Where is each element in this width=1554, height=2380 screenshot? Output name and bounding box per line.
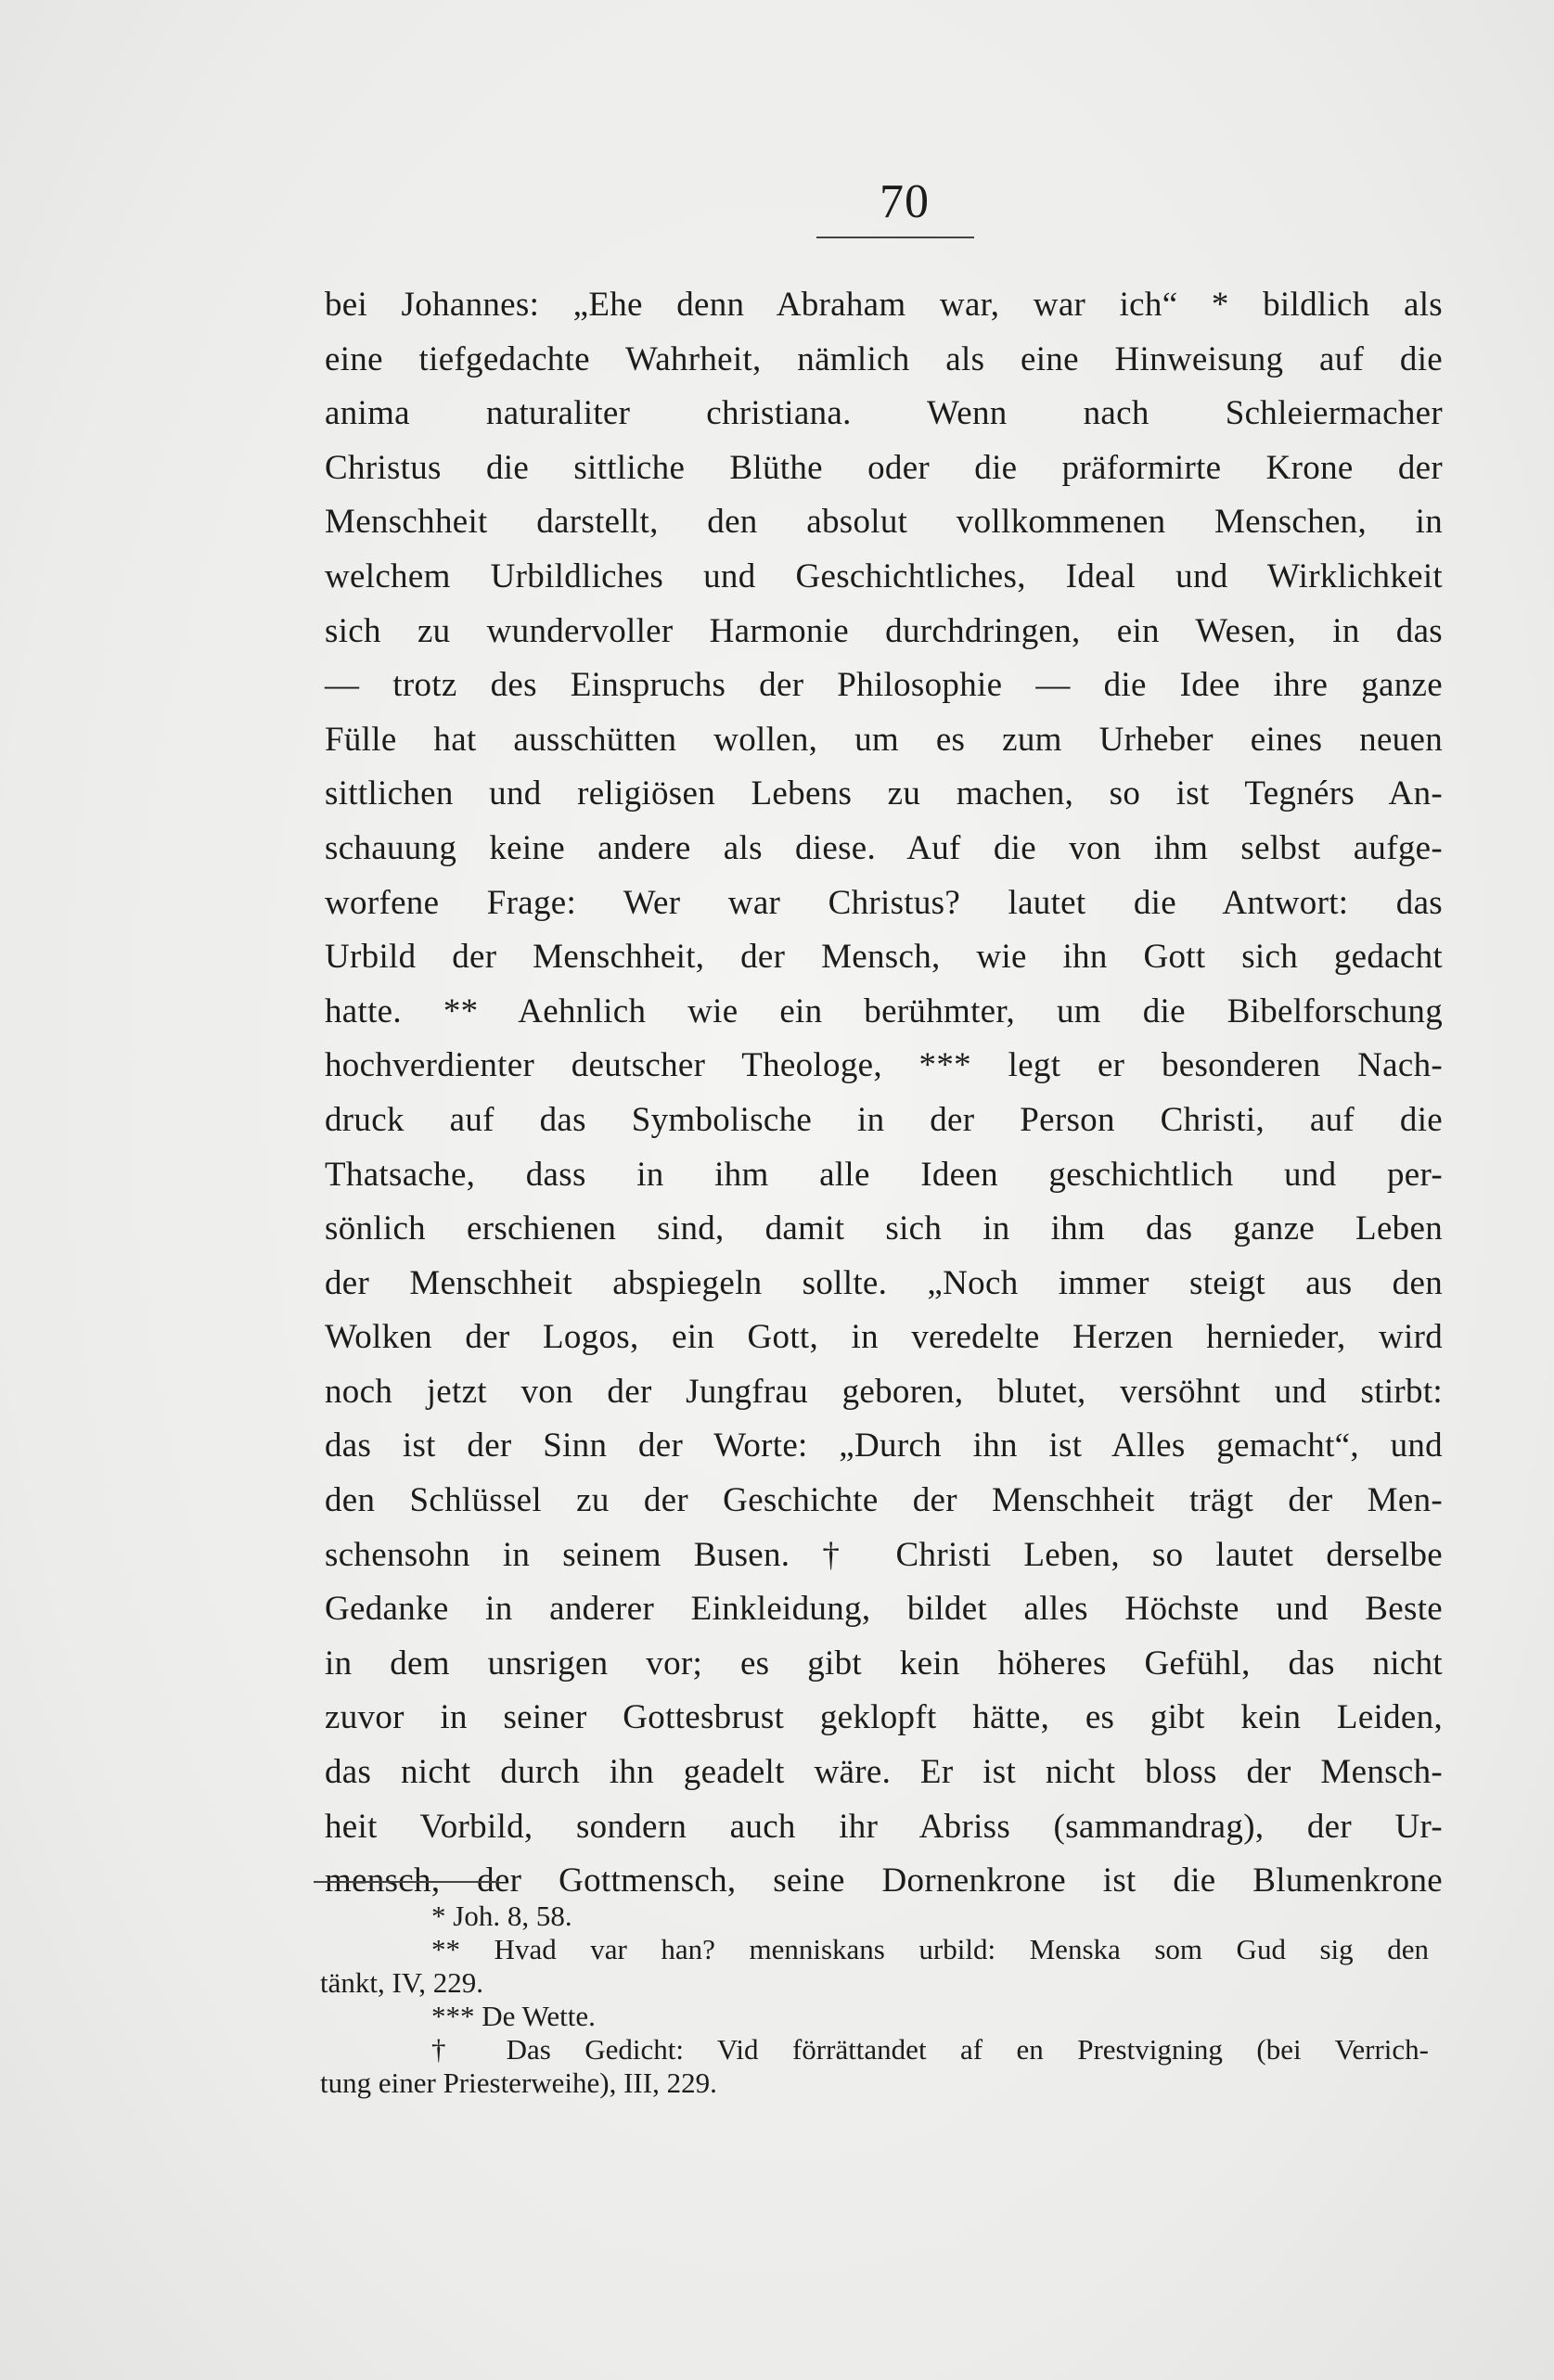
text-line: der Menschheit abspiegeln sollte. „Noch immer steigt aus den <box>325 1263 1443 1302</box>
text-line: das nicht durch ihn geadelt wäre. Er ist nicht bloss der Mensch- <box>325 1753 1443 1792</box>
footnote-1: * Joh. 8, 58. <box>431 1900 572 1932</box>
page-number: 70 <box>880 175 930 228</box>
text-line: in dem unsrigen vor; es gibt kein höheres Gefühl, das nicht <box>325 1644 1443 1683</box>
text-line: Urbild der Menschheit, der Mensch, wie ihn Gott sich gedacht <box>325 938 1443 977</box>
text-line: welchem Urbildliches und Geschichtliches, Ideal und Wirklichkeit <box>325 557 1443 595</box>
header-rule <box>816 237 974 238</box>
footnote-2: ** Hvad var han? menniskans urbild: Menska som Gud sig den <box>431 1933 1429 1965</box>
text-line: sönlich erschienen sind, damit sich in ihm das ganze Leben <box>325 1209 1443 1248</box>
text-line: — trotz des Einspruchs der Philosophie — die Idee ihre ganze <box>325 666 1443 705</box>
text-line: den Schlüssel zu der Geschichte der Menschheit trägt der Men- <box>325 1481 1443 1520</box>
text-line: bei Johannes: „Ehe denn Abraham war, war ich“ * bildlich als <box>325 286 1443 324</box>
text-line: Menschheit darstellt, den absolut vollkommenen Menschen, in <box>325 503 1443 542</box>
text-line: schauung keine andere als diese. Auf die von ihm selbst aufge- <box>325 828 1443 867</box>
text-line: Fülle hat ausschütten wollen, um es zum Urheber eines neuen <box>325 720 1443 759</box>
text-line: heit Vorbild, sondern auch ihr Abriss (sammandrag), der Ur- <box>325 1807 1443 1846</box>
footnote-4: † Das Gedicht: Vid förrättandet af en Prestvigning (bei Verrich- <box>431 2033 1429 2066</box>
body-text <box>325 278 1443 1909</box>
text-line: Christus die sittliche Blüthe oder die präformirte Krone der <box>325 448 1443 487</box>
text-line: eine tiefgedachte Wahrheit, nämlich als eine Hinweisung auf die <box>325 339 1443 378</box>
text-line: mensch, der Gottmensch, seine Dornenkrone ist die Blumenkrone <box>325 1862 1443 1900</box>
text-line: Thatsache, dass in ihm alle Ideen geschichtlich und per- <box>325 1155 1443 1194</box>
text-line: anima naturaliter christiana. Wenn nach Schleiermacher <box>325 394 1443 433</box>
footnote-3: *** De Wette. <box>431 2000 596 2032</box>
footnote-4-continued: tung einer Priesterweihe), III, 229. <box>320 2067 717 2099</box>
text-line: sittlichen und religiösen Lebens zu machen, so ist Tegnérs An- <box>325 774 1443 813</box>
text-line: worfene Frage: Wer war Christus? lautet die Antwort: das <box>325 883 1443 922</box>
text-line: das ist der Sinn der Worte: „Durch ihn ist Alles gemacht“, und <box>325 1427 1443 1465</box>
footnotes <box>320 1900 1429 2100</box>
text-line: zuvor in seiner Gottesbrust geklopft hätte, es gibt kein Leiden, <box>325 1698 1443 1737</box>
footnote-rule <box>314 1881 499 1883</box>
text-line: sich zu wundervoller Harmonie durchdringen, ein Wesen, in das <box>325 611 1443 650</box>
text-line: schensohn in seinem Busen. † Christi Leben, so lautet derselbe <box>325 1535 1443 1574</box>
text-line: hochverdienter deutscher Theologe, *** legt er besonderen Nach- <box>325 1046 1443 1085</box>
text-line: Gedanke in anderer Einkleidung, bildet alles Höchste und Beste <box>325 1590 1443 1629</box>
text-line: druck auf das Symbolische in der Person Christi, auf die <box>325 1100 1443 1139</box>
text-line: Wolken der Logos, ein Gott, in veredelte Herzen hernieder, wird <box>325 1318 1443 1357</box>
text-line: noch jetzt von der Jungfrau geboren, blutet, versöhnt und stirbt: <box>325 1372 1443 1411</box>
text-line: hatte. ** Aehnlich wie ein berühmter, um die Bibelforschung <box>325 992 1443 1030</box>
footnote-2-continued: tänkt, IV, 229. <box>320 1966 483 1999</box>
